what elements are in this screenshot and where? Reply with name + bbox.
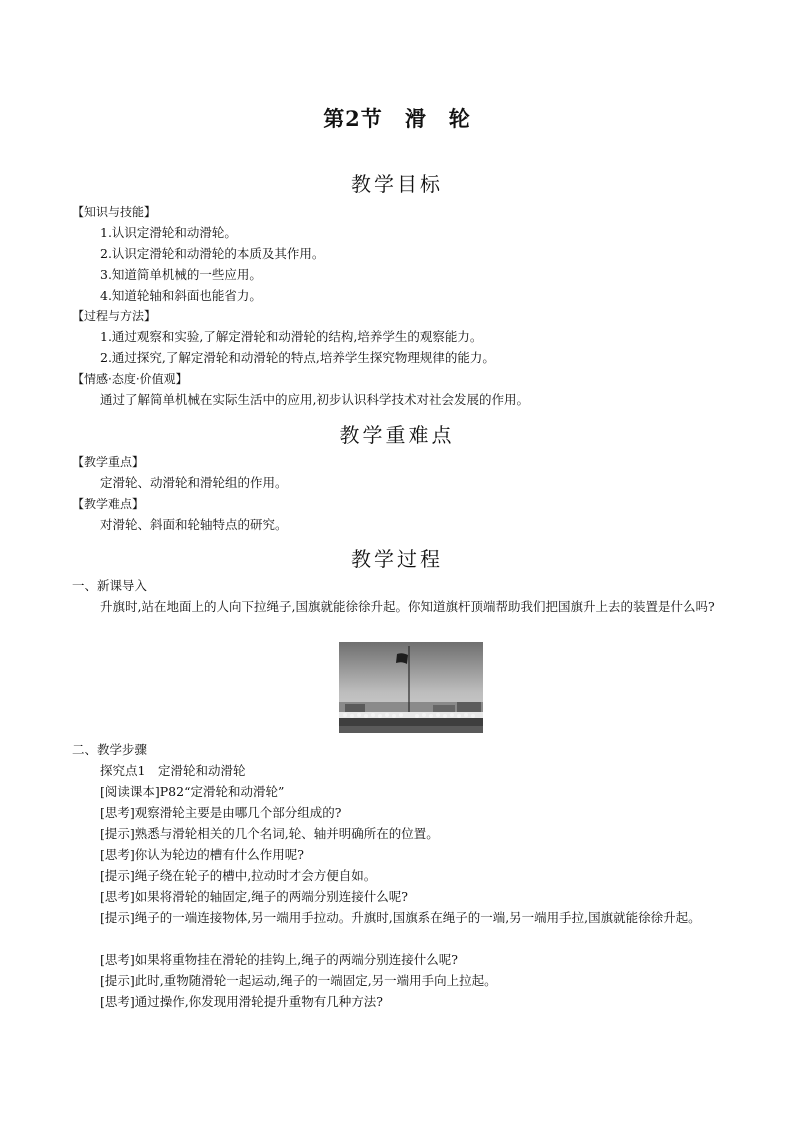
dialogue-line: [思考]你认为轮边的槽有什么作用呢? xyxy=(100,847,304,862)
section-number: 第2节 xyxy=(323,106,383,131)
process-heading: 教学过程 xyxy=(351,547,443,571)
dialogue-line: [思考]观察滑轮主要是由哪几个部分组成的? xyxy=(100,805,342,820)
intro-text: 升旗时,站在地面上的人向下拉绳子,国旗就能徐徐升起。你知道旗杆顶端帮助我们把国旗升上去的装置是什么吗? xyxy=(100,599,715,614)
dialogue-line: [提示]此时,重物随滑轮一起运动,绳子的一端固定,另一端用手向上拉起。 xyxy=(100,973,497,988)
dialogue-line: [思考]通过操作,你发现用滑轮提升重物有几种方法? xyxy=(100,994,383,1009)
dialogue-line: [阅读课本]P82“定滑轮和动滑轮” xyxy=(100,784,285,799)
objectives-heading: 教学目标 xyxy=(351,172,443,196)
difficulty-label: 【教学难点】 xyxy=(72,497,145,511)
steps-label: 二、教学步骤 xyxy=(72,742,148,757)
emotion-text: 通过了解简单机械在实际生活中的应用,初步认识科学技术对社会发展的作用。 xyxy=(100,392,529,407)
flag-raising-photo xyxy=(339,642,483,733)
explore-point-title: 探究点1 定滑轮和动滑轮 xyxy=(100,763,246,778)
knowledge-item: 3.知道简单机械的一些应用。 xyxy=(100,267,262,282)
knowledge-label: 【知识与技能】 xyxy=(72,205,157,219)
focus-label: 【教学重点】 xyxy=(72,455,145,469)
dialogue-line: [提示]绳子绕在轮子的槽中,拉动时才会方便自如。 xyxy=(100,868,377,883)
lesson-title xyxy=(0,103,794,133)
knowledge-item: 2.认识定滑轮和动滑轮的本质及其作用。 xyxy=(100,246,325,261)
knowledge-item: 1.认识定滑轮和动滑轮。 xyxy=(100,225,237,240)
flag-raising-image xyxy=(339,642,483,733)
dialogue-line: [思考]如果将滑轮的轴固定,绳子的两端分别连接什么呢? xyxy=(100,889,408,904)
emotion-label: 【情感·态度·价值观】 xyxy=(72,372,188,386)
dialogue-line: [思考]如果将重物挂在滑轮的挂钩上,绳子的两端分别连接什么呢? xyxy=(100,952,458,967)
difficulty-text: 对滑轮、斜面和轮轴特点的研究。 xyxy=(100,517,288,532)
dialogue-line: [提示]熟悉与滑轮相关的几个名词,轮、轴并明确所在的位置。 xyxy=(100,826,439,841)
intro-label: 一、新课导入 xyxy=(72,578,148,593)
dialogue-line-wrapped: [提示]绳子的一端连接物体,另一端用手拉动。升旗时,国旗系在绳子的一端,另一端用手拉,国旗就能徐徐升起。 xyxy=(100,910,701,925)
process-item: 1.通过观察和实验,了解定滑轮和动滑轮的结构,培养学生的观察能力。 xyxy=(100,329,483,344)
lesson-name: 滑 轮 xyxy=(404,106,471,131)
focus-text: 定滑轮、动滑轮和滑轮组的作用。 xyxy=(100,475,288,490)
process-method-label: 【过程与方法】 xyxy=(72,309,157,323)
process-item: 2.通过探究,了解定滑轮和动滑轮的特点,培养学生探究物理规律的能力。 xyxy=(100,350,495,365)
knowledge-item: 4.知道轮轴和斜面也能省力。 xyxy=(100,288,262,303)
key-points-heading: 教学重难点 xyxy=(339,423,455,447)
